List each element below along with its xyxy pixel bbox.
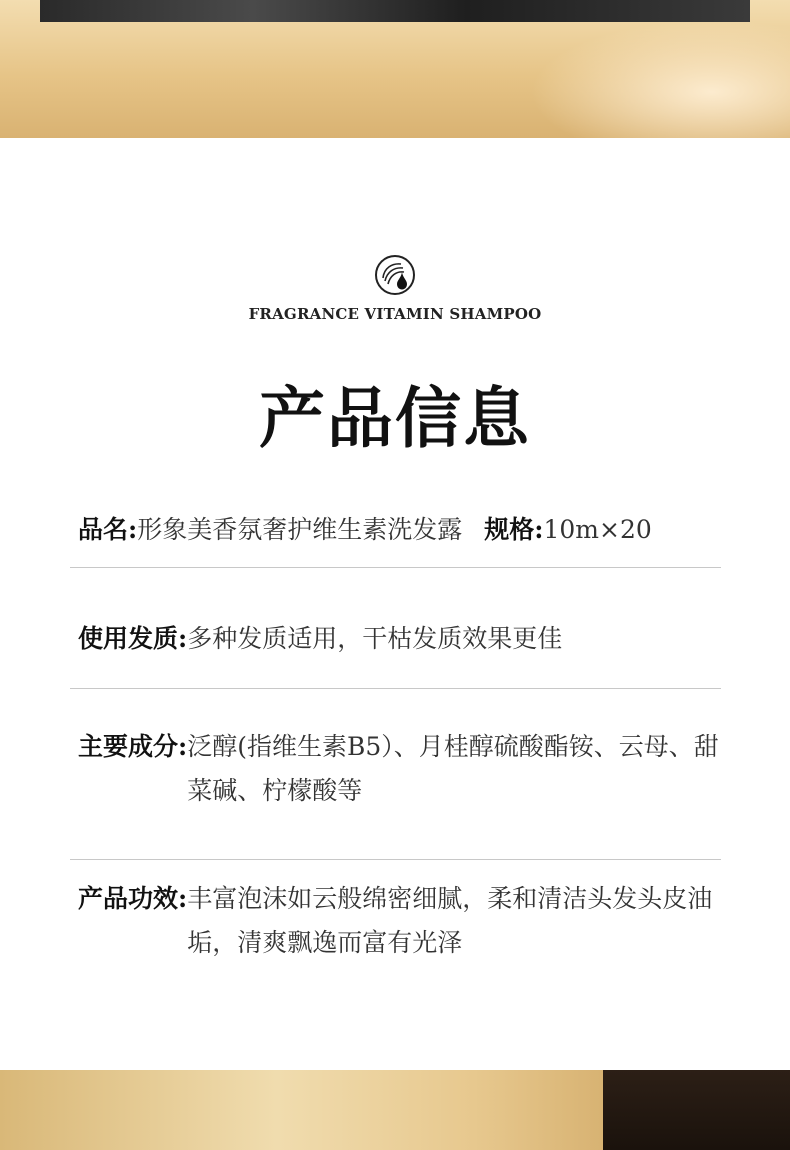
- row-name-spec: [78, 508, 758, 552]
- page-title: 产品信息: [259, 379, 531, 457]
- spec-label: 规格:: [484, 515, 544, 544]
- row-hair-type: [78, 617, 758, 661]
- product-image-edge: [40, 0, 750, 22]
- name-value: 形象美香氛奢护维生素洗发露: [137, 515, 463, 544]
- row-effect: [78, 877, 738, 965]
- spec-value: 10m×20: [543, 515, 652, 544]
- effect-label: 产品功效:: [78, 884, 188, 913]
- effect-value: 丰富泡沫如云般绵密细腻，柔和清洁头发头皮油垢，清爽飘逸而富有光泽: [187, 884, 713, 957]
- divider: [70, 859, 721, 860]
- row-ingredients: [78, 725, 738, 813]
- hair-value: 多种发质适用，干枯发质效果更佳: [187, 624, 563, 653]
- hair-label: 使用发质:: [78, 624, 188, 653]
- hair-drop-emblem-icon: [374, 254, 416, 296]
- product-bottle-edge: [603, 1070, 790, 1150]
- top-gold-banner: [0, 0, 790, 138]
- divider: [70, 688, 721, 689]
- name-label: 品名:: [78, 515, 138, 544]
- brand-name: FRAGRANCE VITAMIN SHAMPOO: [248, 305, 542, 323]
- ingredients-label: 主要成分:: [78, 732, 188, 761]
- divider: [70, 567, 721, 568]
- ingredients-value: 泛醇(指维生素B5）、月桂醇硫酸酯铵、云母、甜菜碱、柠檬酸等: [187, 732, 719, 805]
- bottom-gold-banner: [0, 1070, 790, 1150]
- banner-glow: [530, 20, 790, 138]
